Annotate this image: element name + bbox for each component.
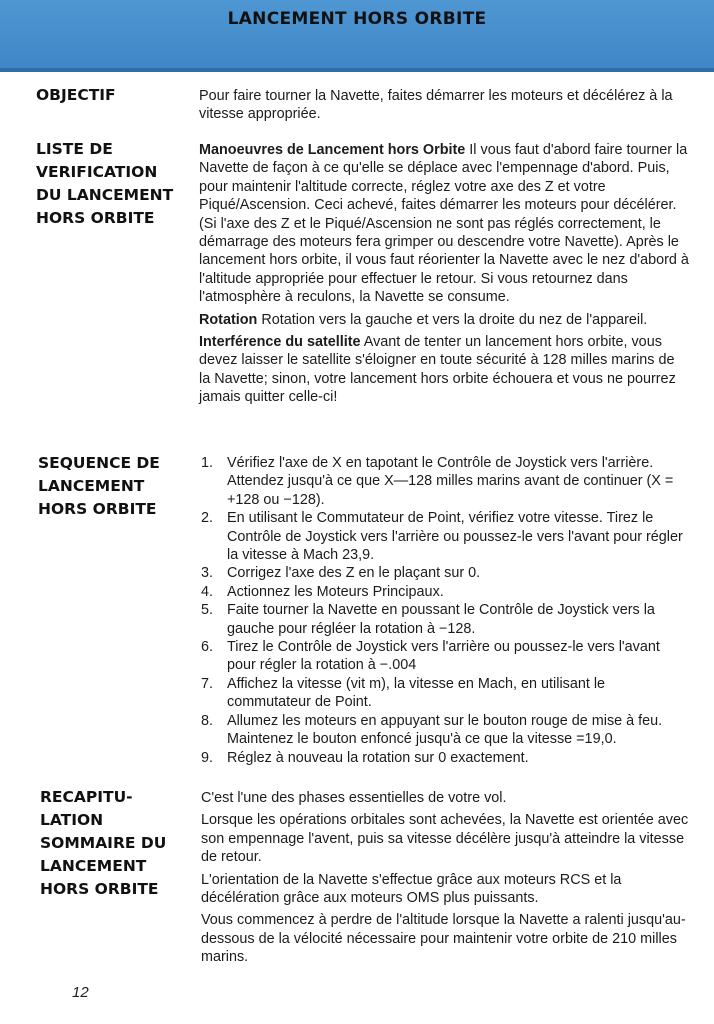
sequence-steps	[201, 454, 691, 767]
section-heading-recap: RECAPITU- LATION SOMMAIRE DU LANCEMENT HORS ORBITE	[40, 788, 167, 898]
recap-paragraph: Lorsque les opérations orbitales sont achevées, la Navette est orientée avec son empennage l'avent, puis sa vitesse décélère jusqu'à atteindre la vitesse de retour.	[201, 812, 689, 866]
objectif-text: Pour faire tourner la Navette, faites démarrer les moteurs et décélérez à la vitesse appropriée.	[199, 88, 673, 123]
term-rotation: Rotation	[199, 311, 258, 328]
section-heading-objectif: OBJECTIF	[36, 86, 116, 104]
list-item: 8. Allumez les moteurs en appuyant sur le bouton rouge de mise à feu. Maintenez le bouton enfoncé jusqu'à ce que la vitesse =19,0.	[201, 712, 663, 748]
paragraph-interference: Interférence du satellite Avant de tenter un lancement hors orbite, vous devez laisser le satellite s'éloigner en toute sécurité à 128 milles marins de la Navette; sinon, votre lancement hors orbite échouera et vous ne pourrez jamais quitter celle-ci!	[199, 334, 676, 406]
objectif-body	[199, 87, 689, 128]
list-item: 4. Actionnez les Moteurs Principaux.	[201, 583, 444, 600]
page-number: 12	[72, 984, 89, 1001]
page-title: LANCEMENT HORS ORBITE	[227, 9, 487, 29]
list-item: 2. En utilisant le Commutateur de Point, vérifiez votre vitesse. Tirez le Contrôle de Joystick vers l'arrière ou poussez-le vers l'avant pour régler la vitesse à Mach 23,9.	[201, 510, 683, 564]
list-item: 3. Corrigez l'axe des Z en le plaçant sur 0.	[201, 565, 481, 582]
term-interference: Interférence du satellite	[199, 334, 361, 351]
list-item: 1. Vérifiez l'axe de X en tapotant le Contrôle de Joystick vers l'arrière. Attendez jusqu'à ce que X—128 milles marins avant de continuer (X = +128 ou −128).	[201, 455, 674, 508]
list-item: 6. Tirez le Contrôle de Joystick vers l'arrière ou poussez-le vers l'avant pour régler la rotation à −.004	[201, 639, 660, 674]
recap-paragraph: C'est l'une des phases essentielles de votre vol.	[201, 790, 507, 806]
paragraph-manoeuvres: Manoeuvres de Lancement hors Orbite Il vous faut d'abord faire tourner la Navette de façon à ce qu'elle se déplace avec l'empennage d'abord. Puis, pour maintenir l'altitude correcte, réglez votre axe des Z et votre Piqué/Ascension. Ceci achevé, faites démarrer les moteurs pour décélérer. (Si l'axe des Z et le Piqué/Ascension ne sont pas réglés correctement, le démarrage des moteurs fera grimper ou descendre votre Navette). Après le lancement hors orbite, il vous faut réorienter la Navette avec le nez d'abord à l'altitude appropriée pour effectuer le retour. Si vous retournez dans l'atmosphère à reculons, la Navette se consume.	[199, 142, 689, 306]
liste-body	[199, 141, 689, 411]
sequence-body	[201, 454, 691, 767]
title-banner	[0, 0, 714, 72]
list-item: 9. Réglez à nouveau la rotation sur 0 exactement.	[201, 749, 529, 766]
list-item: 7. Affichez la vitesse (vit m), la vitesse en Mach, en utilisant le commutateur de Point.	[201, 675, 606, 711]
section-heading-sequence: SEQUENCE DE LANCEMENT HORS ORBITE	[38, 454, 160, 518]
term-manoeuvres: Manoeuvres de Lancement hors Orbite	[199, 142, 466, 158]
list-item: 5. Faite tourner la Navette en poussant le Contrôle de Joystick vers la gauche pour régléer la rotation à −128.	[201, 602, 655, 637]
recap-body	[201, 789, 691, 971]
section-heading-liste: LISTE DE VERIFICATION DU LANCEMENT HORS ORBITE	[36, 140, 174, 227]
recap-paragraph: Vous commencez à perdre de l'altitude lorsque la Navette a ralenti jusqu'au-dessous de la vélocité nécessaire pour maintenir votre orbite de 210 milles marins.	[201, 912, 686, 966]
recap-paragraph: L'orientation de la Navette s'effectue grâce aux moteurs RCS et la décélération grâce aux moteurs OMS plus puissants.	[201, 871, 622, 907]
paragraph-rotation: Rotation Rotation vers la gauche et vers la droite du nez de l'appareil.	[199, 311, 648, 328]
